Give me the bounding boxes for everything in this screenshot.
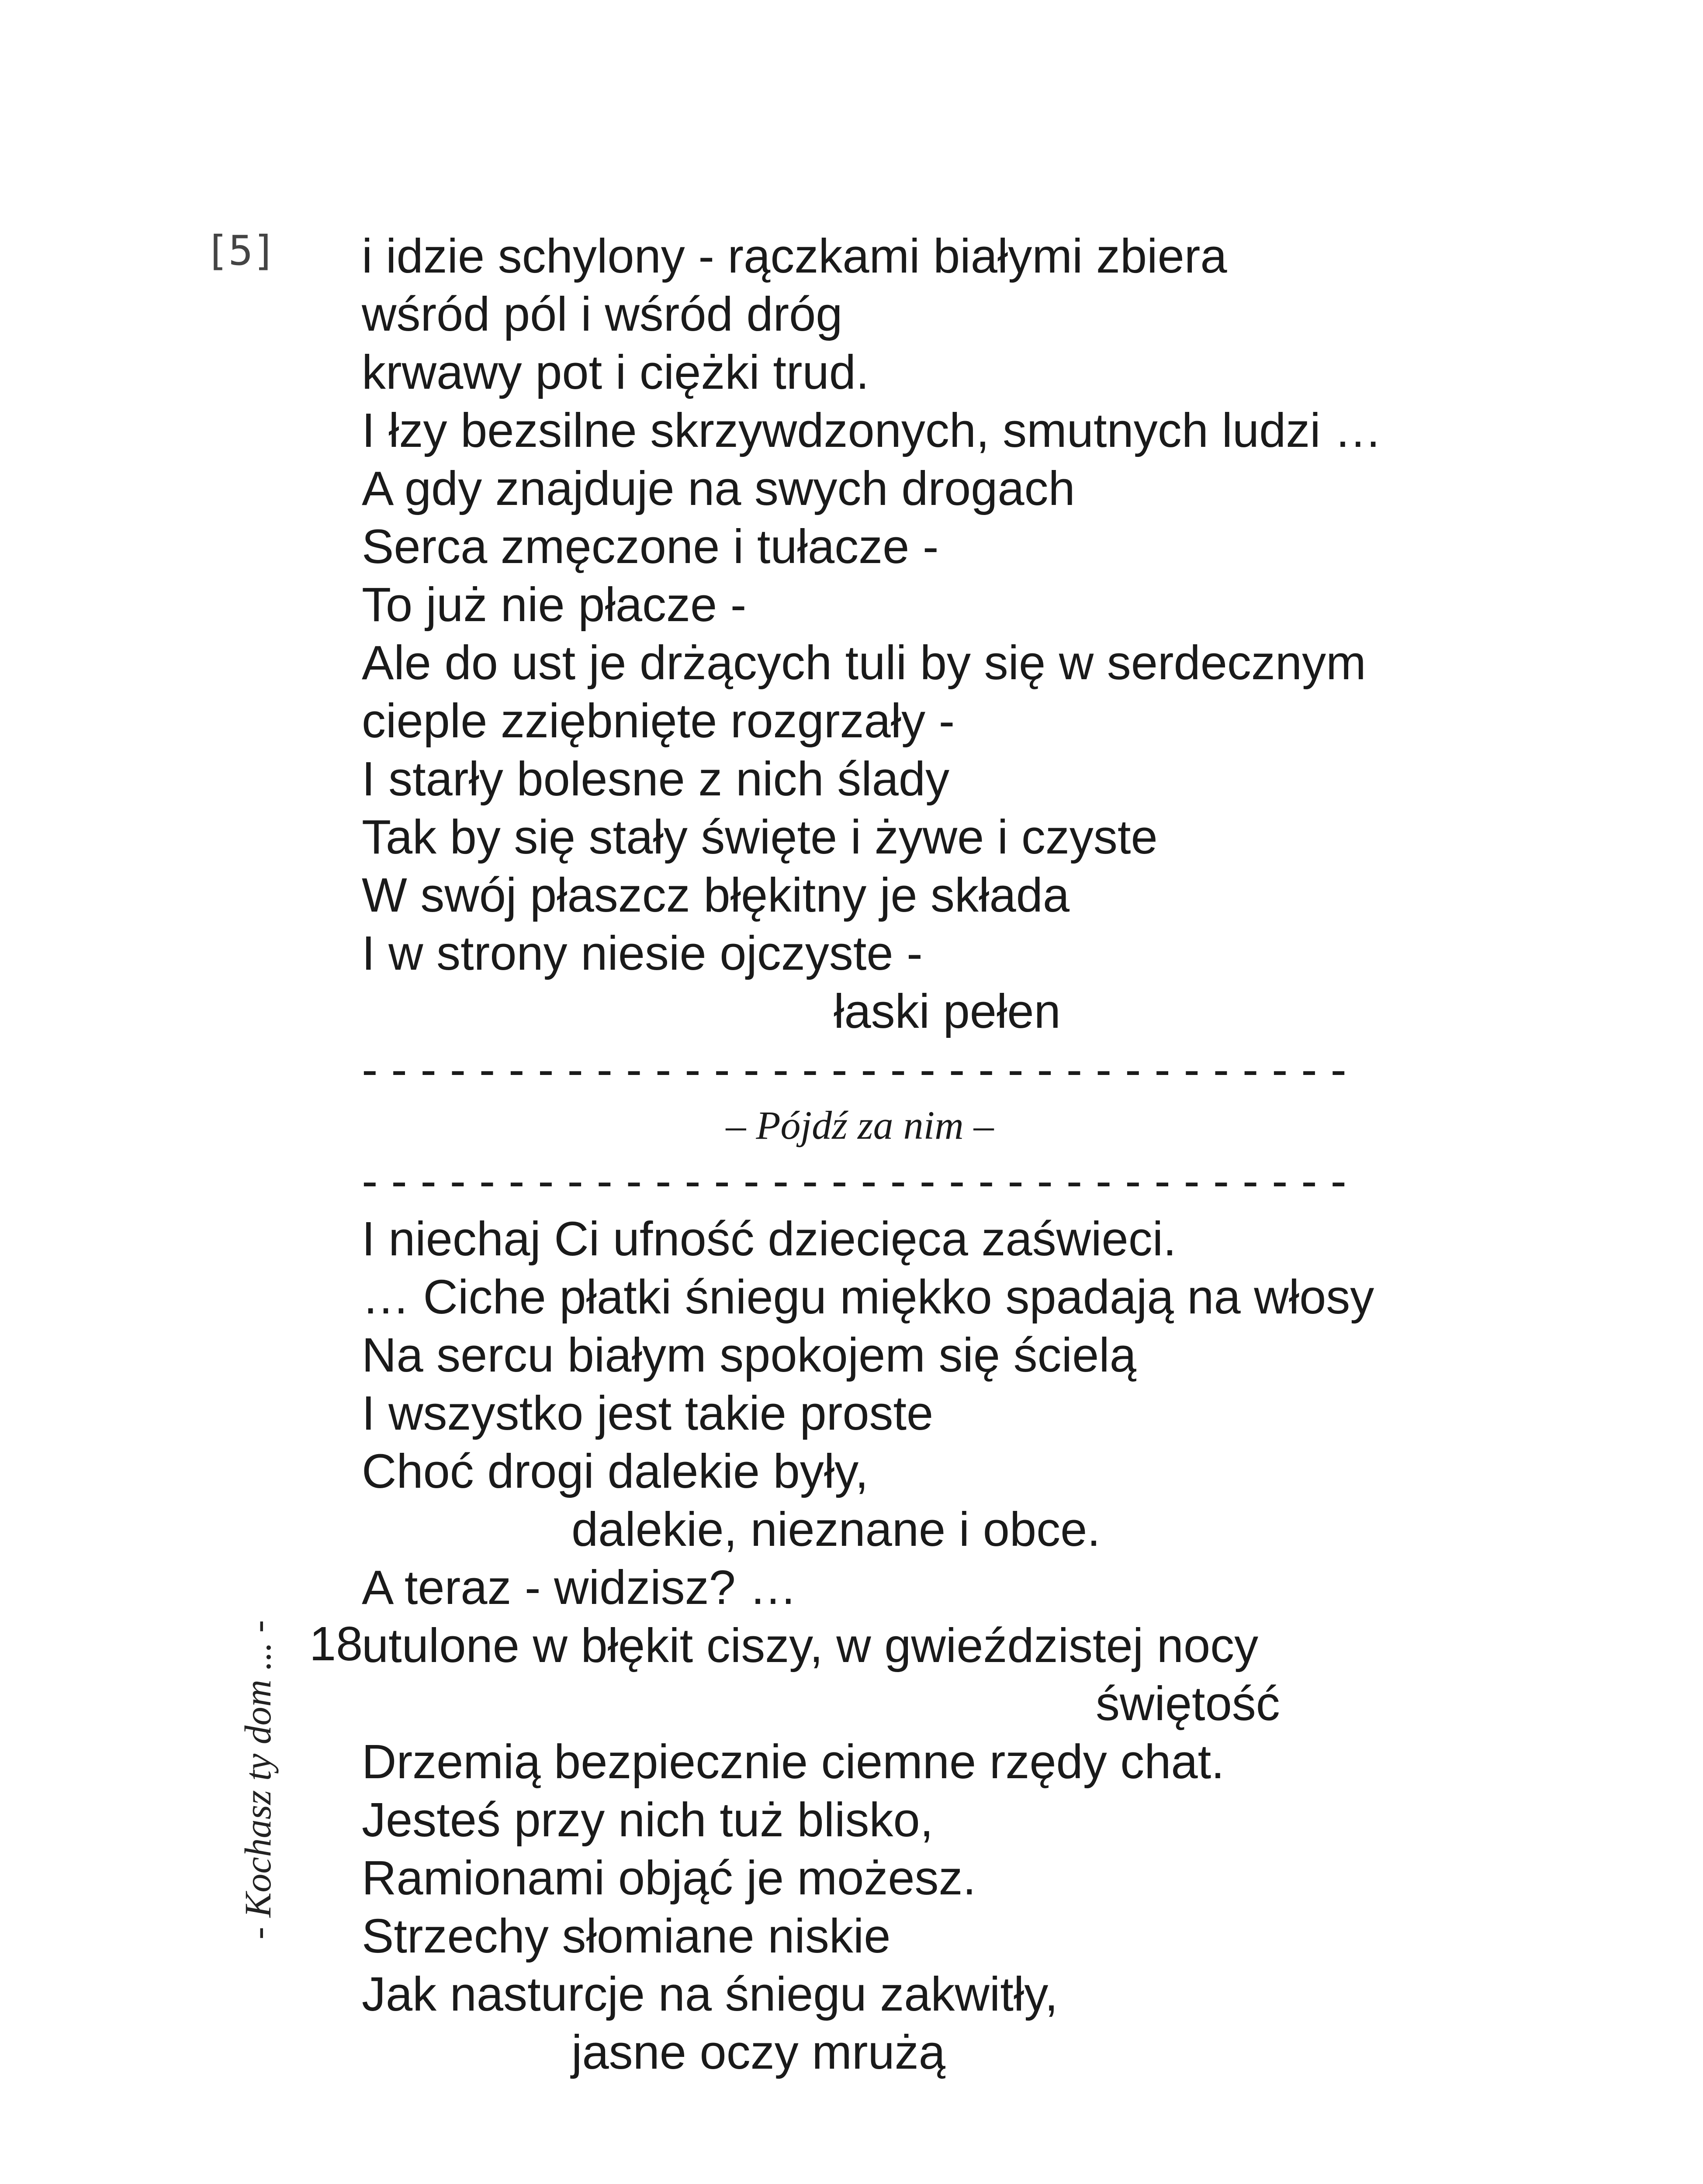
poem-line: cieple zziębnięte rozgrzały - — [362, 694, 955, 748]
poem-line: Jesteś przy nich tuż blisko, — [362, 1793, 934, 1847]
poem-line: Drzemią bezpiecznie ciemne rzędy chat. — [362, 1735, 1225, 1789]
poem-line: Tak by się stały święte i żywe i czyste — [362, 810, 1158, 864]
poem-line: wśród pól i wśród dróg — [362, 287, 843, 341]
verse-marker: [5] — [204, 227, 276, 275]
poem-line: Choć drogi dalekie były, — [362, 1444, 869, 1498]
poem-line: W swój płaszcz błękitny je składa — [362, 868, 1070, 922]
poem-line: I w strony niesie ojczyste - — [362, 926, 923, 980]
running-title-vertical: - Kochasz ty dom ... - — [237, 1620, 279, 1939]
poem-line: I wszystko jest takie proste — [362, 1386, 934, 1440]
divider-top: - - - - - - - - - - - - - - - - - - - - - - - - - - - - - - - - - - — [362, 1043, 1346, 1096]
poem-line: Ale do ust je drżących tuli by się w serdecznym — [362, 636, 1366, 690]
poem-line: A gdy znajduje na swych drogach — [362, 462, 1075, 515]
poem-line-indented: łaski pełen — [834, 985, 1061, 1038]
poem-body — [362, 227, 1410, 2081]
page-number: 18 — [309, 1617, 363, 1671]
divider-bottom: - - - - - - - - - - - - - - - - - - - - - - - - - - - - - - - - - - — [362, 1154, 1346, 1208]
poem-line-indented: świętość — [1096, 1677, 1280, 1731]
poem-line: Jak nasturcje na śniegu zakwitły, — [362, 1967, 1058, 2021]
poem-line: … Ciche płatki śniegu miękko spadają na włosy — [362, 1270, 1374, 1324]
poem-line: krwawy pot i ciężki trud. — [362, 346, 869, 399]
poem-line: i idzie schylony - rączkami białymi zbiera — [362, 229, 1227, 283]
poem-line-indented: jasne oczy mrużą — [571, 2025, 945, 2079]
section-title: – Pójdź za nim – — [726, 1103, 994, 1147]
poem-line: I starły bolesne z nich ślady — [362, 752, 950, 806]
poem-line: Strzechy słomiane niskie — [362, 1909, 891, 1963]
poem-line: Na sercu białym spokojem się ścielą — [362, 1328, 1136, 1382]
poem-line: A teraz - widzisz? … — [362, 1561, 797, 1614]
poem-line-indented: dalekie, nieznane i obce. — [571, 1503, 1101, 1556]
poem-line: utulone w błękit ciszy, w gwieździstej nocy — [362, 1619, 1259, 1673]
poem-line: To już nie płacze - — [362, 578, 747, 632]
poem-line: Serca zmęczone i tułacze - — [362, 520, 939, 574]
poem-line: Ramionami objąć je możesz. — [362, 1851, 976, 1905]
poem-line: I łzy bezsilne skrzywdzonych, smutnych ludzi … — [362, 404, 1382, 457]
poem-line: I niechaj Ci ufność dziecięca zaświeci. — [362, 1212, 1177, 1266]
